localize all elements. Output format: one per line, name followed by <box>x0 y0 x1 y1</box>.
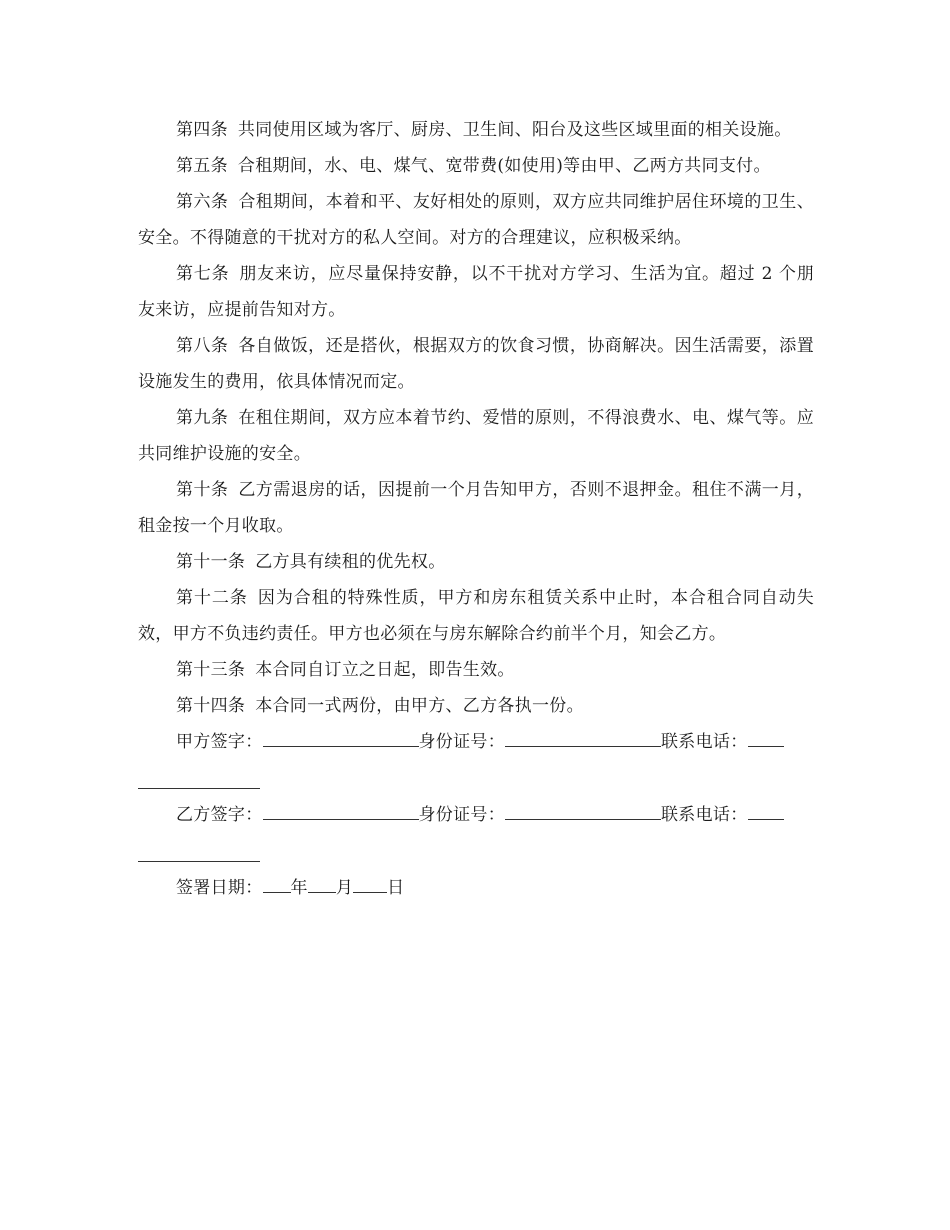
clause-5 <box>138 148 814 184</box>
day-blank[interactable] <box>353 870 387 893</box>
party-a-phone-blank-continued[interactable] <box>138 760 260 789</box>
clause-term: 第五条 <box>176 156 228 176</box>
clause-term: 第九条 <box>176 408 229 428</box>
party-b-sign-blank[interactable] <box>263 797 419 820</box>
clause-term: 第七条 <box>176 264 230 284</box>
clause-text: 合租期间，本着和平、友好相处的原则，双方应共同维护居住环境的卫生、安全。不得随意的干扰对方的私人空间。对方的合理建议，应积极采纳。 <box>138 192 815 248</box>
party-a-phone-blank[interactable] <box>748 724 784 747</box>
clause-text: 乙方具有续租的优先权。 <box>255 552 446 572</box>
month-blank[interactable] <box>308 870 336 893</box>
party-b-id-label: 身份证号： <box>418 805 505 825</box>
party-a-id-label: 身份证号： <box>418 732 505 752</box>
year-label: 年 <box>290 878 308 898</box>
clause-text: 合租期间，水、电、煤气、宽带费(如使用)等由甲、乙两方共同支付。 <box>237 156 771 176</box>
clause-7 <box>138 256 814 328</box>
party-b-phone-blank-continued[interactable] <box>138 833 260 862</box>
signing-date-line <box>138 870 814 906</box>
party-a-sign-label: 甲方签字： <box>176 732 263 752</box>
clause-text: 朋友来访，应尽量保持安静，以不干扰对方学习、生活为宜。超过 2 个朋友来访，应提前告知对方。 <box>138 264 814 320</box>
clause-text: 乙方需退房的话，因提前一个月告知甲方，否则不退押金。租住不满一月，租金按一个月收取。 <box>138 480 815 536</box>
clause-term: 第十一条 <box>176 552 246 572</box>
party-a-sign-blank[interactable] <box>263 724 419 747</box>
clause-term: 第十二条 <box>176 588 248 608</box>
clause-term: 第四条 <box>176 120 228 140</box>
party-b-phone-blank[interactable] <box>748 797 784 820</box>
party-a-id-blank[interactable] <box>505 724 661 747</box>
day-label: 日 <box>387 878 405 898</box>
date-label: 签署日期： <box>176 878 263 898</box>
clause-term: 第六条 <box>176 192 229 212</box>
clause-9 <box>138 400 814 472</box>
clause-term: 第十三条 <box>176 660 246 680</box>
contract-page <box>138 112 814 906</box>
clause-11 <box>138 544 814 580</box>
clause-14 <box>138 688 814 724</box>
clause-6 <box>138 184 814 256</box>
clause-text: 本合同一式两份，由甲方、乙方各执一份。 <box>255 696 584 716</box>
clause-12 <box>138 580 814 652</box>
clause-text: 各自做饭，还是搭伙，根据双方的饮食习惯，协商解决。因生活需要，添置设施发生的费用，依具体情况而定。 <box>138 336 815 392</box>
year-blank[interactable] <box>263 870 291 893</box>
party-b-sign-label: 乙方签字： <box>176 805 263 825</box>
party-b-id-blank[interactable] <box>505 797 661 820</box>
party-b-phone-label: 联系电话： <box>661 805 748 825</box>
clause-text: 因为合租的特殊性质，甲方和房东租赁关系中止时，本合租合同自动失效，甲方不负违约责任。甲方也必须在与房东解除合约前半个月，知会乙方。 <box>138 588 814 644</box>
clause-text: 共同使用区域为客厅、厨房、卫生间、阳台及这些区域里面的相关设施。 <box>237 120 792 140</box>
clause-8 <box>138 328 814 400</box>
party-a-signature-line <box>138 724 814 760</box>
clause-text: 本合同自订立之日起，即告生效。 <box>255 660 515 680</box>
clause-term: 第八条 <box>176 336 229 356</box>
clause-4 <box>138 112 814 148</box>
clause-term: 第十四条 <box>176 696 246 716</box>
clause-10 <box>138 472 814 544</box>
party-a-phone-label: 联系电话： <box>661 732 748 752</box>
party-b-signature-line <box>138 797 814 833</box>
clause-term: 第十条 <box>176 480 229 500</box>
month-label: 月 <box>335 878 354 898</box>
clause-13 <box>138 652 814 688</box>
clause-text: 在租住期间，双方应本着节约、爱惜的原则，不得浪费水、电、煤气等。应共同维护设施的安全。 <box>138 408 815 464</box>
